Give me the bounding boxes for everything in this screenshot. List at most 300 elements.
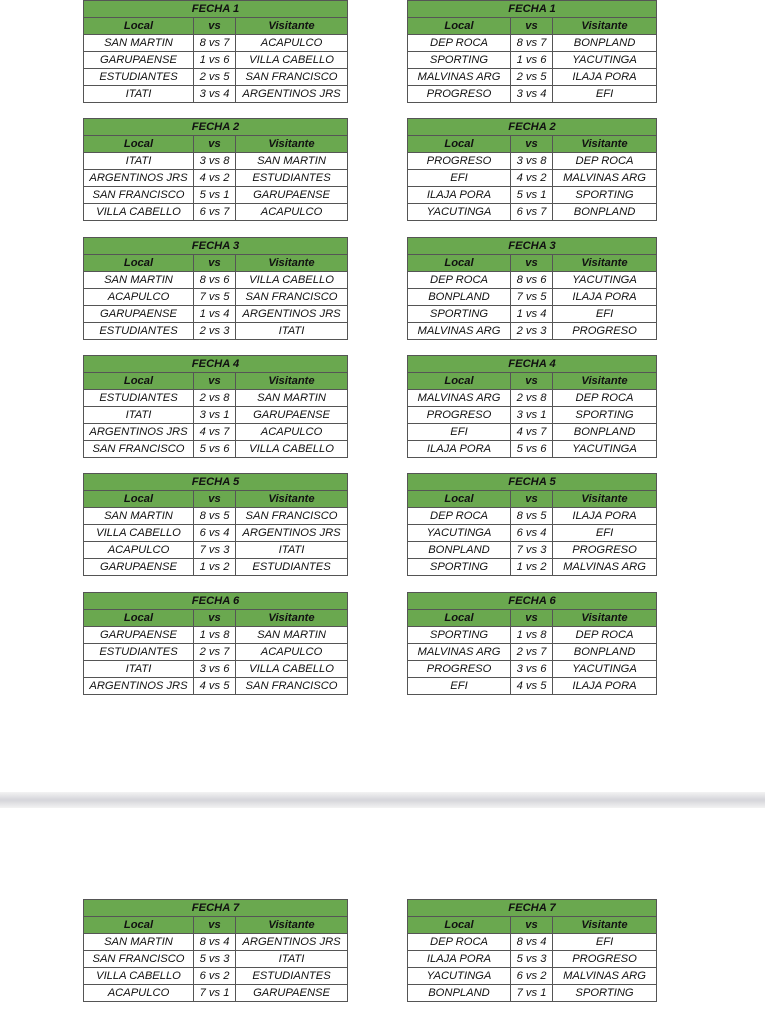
match-visitante: ILAJA PORA: [553, 508, 657, 525]
match-row: [84, 187, 348, 204]
match-row: [84, 985, 348, 1002]
match-row: [84, 525, 348, 542]
match-visitante: ACAPULCO: [236, 35, 348, 52]
match-row: [408, 508, 657, 525]
fixture-table: [83, 899, 348, 1002]
header-visitante: Visitante: [553, 136, 657, 153]
fixture-table: [83, 473, 348, 576]
match-local: ESTUDIANTES: [84, 390, 194, 407]
match-vs: 7 vs 5: [511, 289, 553, 306]
fixture-table: [407, 592, 657, 695]
match-vs: 2 vs 8: [511, 390, 553, 407]
fixture-title-row: [408, 1, 657, 18]
match-local: MALVINAS ARG: [408, 390, 511, 407]
match-visitante: ACAPULCO: [236, 424, 348, 441]
match-local: SPORTING: [408, 559, 511, 576]
match-row: [408, 153, 657, 170]
header-vs: vs: [194, 373, 236, 390]
match-visitante: ESTUDIANTES: [236, 170, 348, 187]
header-visitante: Visitante: [553, 373, 657, 390]
match-vs: 8 vs 7: [511, 35, 553, 52]
match-vs: 7 vs 3: [511, 542, 553, 559]
match-row: [84, 289, 348, 306]
match-local: SAN MARTIN: [84, 934, 194, 951]
match-vs: 3 vs 6: [511, 661, 553, 678]
match-local: ACAPULCO: [84, 985, 194, 1002]
header-visitante: Visitante: [236, 610, 348, 627]
match-row: [408, 170, 657, 187]
fixture-title: FECHA 1: [84, 1, 348, 18]
match-row: [84, 951, 348, 968]
match-row: [408, 678, 657, 695]
match-vs: 3 vs 4: [194, 86, 236, 103]
header-local: Local: [408, 491, 511, 508]
match-vs: 8 vs 5: [194, 508, 236, 525]
match-vs: 8 vs 5: [511, 508, 553, 525]
header-local: Local: [84, 255, 194, 272]
match-local: YACUTINGA: [408, 525, 511, 542]
match-local: EFI: [408, 678, 511, 695]
match-local: SAN MARTIN: [84, 35, 194, 52]
match-local: ACAPULCO: [84, 542, 194, 559]
page-separator: [0, 792, 765, 808]
match-row: [84, 323, 348, 340]
match-row: [84, 661, 348, 678]
header-vs: vs: [511, 491, 553, 508]
match-row: [408, 52, 657, 69]
match-row: [408, 542, 657, 559]
match-visitante: ARGENTINOS JRS: [236, 934, 348, 951]
match-visitante: BONPLAND: [553, 644, 657, 661]
match-local: MALVINAS ARG: [408, 69, 511, 86]
match-row: [408, 951, 657, 968]
match-visitante: ILAJA PORA: [553, 69, 657, 86]
fixture-header-row: [84, 917, 348, 934]
match-local: SAN FRANCISCO: [84, 187, 194, 204]
match-vs: 1 vs 4: [511, 306, 553, 323]
match-visitante: VILLA CABELLO: [236, 272, 348, 289]
header-visitante: Visitante: [236, 136, 348, 153]
header-visitante: Visitante: [553, 255, 657, 272]
match-vs: 2 vs 7: [194, 644, 236, 661]
match-visitante: ESTUDIANTES: [236, 968, 348, 985]
header-local: Local: [408, 18, 511, 35]
fixture-header-row: [84, 18, 348, 35]
match-visitante: YACUTINGA: [553, 441, 657, 458]
fixture-title-row: [408, 119, 657, 136]
match-local: DEP ROCA: [408, 35, 511, 52]
match-vs: 7 vs 5: [194, 289, 236, 306]
match-local: ESTUDIANTES: [84, 323, 194, 340]
match-local: SPORTING: [408, 306, 511, 323]
match-local: YACUTINGA: [408, 204, 511, 221]
match-visitante: ACAPULCO: [236, 644, 348, 661]
header-local: Local: [84, 491, 194, 508]
fixture-table: [83, 118, 348, 221]
header-visitante: Visitante: [236, 255, 348, 272]
match-row: [408, 272, 657, 289]
fixture-title-row: [408, 474, 657, 491]
header-vs: vs: [194, 18, 236, 35]
match-row: [408, 306, 657, 323]
fixture-title-row: [84, 238, 348, 255]
match-visitante: SPORTING: [553, 407, 657, 424]
match-visitante: DEP ROCA: [553, 627, 657, 644]
match-visitante: ITATI: [236, 951, 348, 968]
match-visitante: EFI: [553, 306, 657, 323]
fixture-header-row: [408, 610, 657, 627]
fixture-title: FECHA 6: [84, 593, 348, 610]
match-vs: 1 vs 6: [511, 52, 553, 69]
header-vs: vs: [511, 917, 553, 934]
match-visitante: MALVINAS ARG: [553, 559, 657, 576]
match-row: [84, 407, 348, 424]
header-visitante: Visitante: [236, 18, 348, 35]
match-vs: 2 vs 7: [511, 644, 553, 661]
match-row: [408, 35, 657, 52]
fixture-title-row: [84, 356, 348, 373]
match-local: GARUPAENSE: [84, 52, 194, 69]
fixture-header-row: [84, 136, 348, 153]
match-local: PROGRESO: [408, 153, 511, 170]
match-vs: 1 vs 2: [194, 559, 236, 576]
match-vs: 4 vs 2: [194, 170, 236, 187]
match-visitante: YACUTINGA: [553, 272, 657, 289]
match-row: [84, 542, 348, 559]
header-visitante: Visitante: [236, 373, 348, 390]
match-row: [84, 644, 348, 661]
fixture-title: FECHA 7: [408, 900, 657, 917]
match-local: EFI: [408, 424, 511, 441]
fixture-header-row: [408, 255, 657, 272]
match-local: MALVINAS ARG: [408, 323, 511, 340]
fixture-header-row: [84, 610, 348, 627]
match-vs: 4 vs 5: [511, 678, 553, 695]
match-row: [408, 525, 657, 542]
match-local: MALVINAS ARG: [408, 644, 511, 661]
fixture-title-row: [84, 593, 348, 610]
match-visitante: GARUPAENSE: [236, 407, 348, 424]
match-row: [408, 559, 657, 576]
match-visitante: BONPLAND: [553, 424, 657, 441]
header-local: Local: [84, 136, 194, 153]
match-vs: 6 vs 7: [511, 204, 553, 221]
header-vs: vs: [511, 18, 553, 35]
fixture-table: [407, 118, 657, 221]
match-visitante: PROGRESO: [553, 542, 657, 559]
header-visitante: Visitante: [553, 18, 657, 35]
fixture-header-row: [84, 491, 348, 508]
match-row: [84, 559, 348, 576]
match-vs: 6 vs 4: [511, 525, 553, 542]
match-vs: 3 vs 1: [511, 407, 553, 424]
fixture-title: FECHA 5: [408, 474, 657, 491]
fixture-header-row: [408, 373, 657, 390]
match-vs: 4 vs 5: [194, 678, 236, 695]
match-visitante: ILAJA PORA: [553, 678, 657, 695]
match-local: DEP ROCA: [408, 508, 511, 525]
match-visitante: ILAJA PORA: [553, 289, 657, 306]
match-row: [408, 661, 657, 678]
match-vs: 6 vs 4: [194, 525, 236, 542]
match-vs: 1 vs 8: [194, 627, 236, 644]
match-vs: 6 vs 2: [511, 968, 553, 985]
match-local: ARGENTINOS JRS: [84, 170, 194, 187]
match-visitante: SAN FRANCISCO: [236, 508, 348, 525]
fixture-header-row: [408, 18, 657, 35]
match-visitante: DEP ROCA: [553, 153, 657, 170]
header-local: Local: [84, 917, 194, 934]
fixture-header-row: [408, 917, 657, 934]
match-visitante: MALVINAS ARG: [553, 170, 657, 187]
match-vs: 2 vs 3: [194, 323, 236, 340]
match-vs: 1 vs 4: [194, 306, 236, 323]
fixture-title-row: [84, 900, 348, 917]
header-local: Local: [408, 373, 511, 390]
match-local: VILLA CABELLO: [84, 968, 194, 985]
match-local: SPORTING: [408, 52, 511, 69]
match-row: [408, 985, 657, 1002]
match-vs: 2 vs 8: [194, 390, 236, 407]
match-visitante: VILLA CABELLO: [236, 661, 348, 678]
fixture-header-row: [84, 255, 348, 272]
header-vs: vs: [194, 255, 236, 272]
match-local: PROGRESO: [408, 86, 511, 103]
fixture-table: [407, 899, 657, 1002]
match-visitante: ARGENTINOS JRS: [236, 306, 348, 323]
header-visitante: Visitante: [553, 491, 657, 508]
match-local: ILAJA PORA: [408, 951, 511, 968]
match-local: ITATI: [84, 407, 194, 424]
header-visitante: Visitante: [553, 917, 657, 934]
match-local: DEP ROCA: [408, 934, 511, 951]
match-visitante: SAN FRANCISCO: [236, 289, 348, 306]
match-vs: 4 vs 2: [511, 170, 553, 187]
match-local: PROGRESO: [408, 407, 511, 424]
match-visitante: ACAPULCO: [236, 204, 348, 221]
header-visitante: Visitante: [553, 610, 657, 627]
match-local: SAN FRANCISCO: [84, 441, 194, 458]
match-visitante: YACUTINGA: [553, 52, 657, 69]
fixture-title: FECHA 6: [408, 593, 657, 610]
match-visitante: ITATI: [236, 323, 348, 340]
match-row: [408, 323, 657, 340]
match-row: [408, 407, 657, 424]
match-vs: 5 vs 3: [194, 951, 236, 968]
header-visitante: Visitante: [236, 491, 348, 508]
fixture-title-row: [408, 900, 657, 917]
document-page-2: [0, 808, 765, 1024]
match-vs: 5 vs 6: [194, 441, 236, 458]
match-vs: 5 vs 1: [194, 187, 236, 204]
match-local: ITATI: [84, 86, 194, 103]
fixture-table: [83, 237, 348, 340]
fixture-header-row: [84, 373, 348, 390]
fixture-title: FECHA 5: [84, 474, 348, 491]
header-local: Local: [408, 136, 511, 153]
match-vs: 3 vs 4: [511, 86, 553, 103]
match-row: [84, 424, 348, 441]
match-vs: 8 vs 6: [194, 272, 236, 289]
match-row: [408, 69, 657, 86]
match-visitante: EFI: [553, 86, 657, 103]
header-local: Local: [84, 610, 194, 627]
match-local: DEP ROCA: [408, 272, 511, 289]
match-row: [408, 441, 657, 458]
fixture-title: FECHA 7: [84, 900, 348, 917]
match-visitante: BONPLAND: [553, 35, 657, 52]
fixture-title: FECHA 2: [408, 119, 657, 136]
match-local: BONPLAND: [408, 289, 511, 306]
match-vs: 3 vs 6: [194, 661, 236, 678]
match-row: [408, 204, 657, 221]
header-visitante: Visitante: [236, 917, 348, 934]
match-vs: 2 vs 5: [194, 69, 236, 86]
match-vs: 6 vs 7: [194, 204, 236, 221]
match-row: [84, 204, 348, 221]
fixture-title: FECHA 4: [84, 356, 348, 373]
match-visitante: SAN MARTIN: [236, 153, 348, 170]
match-vs: 5 vs 1: [511, 187, 553, 204]
match-vs: 8 vs 6: [511, 272, 553, 289]
match-row: [84, 934, 348, 951]
match-local: SPORTING: [408, 627, 511, 644]
match-vs: 8 vs 4: [511, 934, 553, 951]
match-local: GARUPAENSE: [84, 627, 194, 644]
header-local: Local: [408, 610, 511, 627]
match-vs: 1 vs 6: [194, 52, 236, 69]
match-vs: 8 vs 7: [194, 35, 236, 52]
fixture-table: [407, 0, 657, 103]
match-vs: 4 vs 7: [194, 424, 236, 441]
match-vs: 7 vs 1: [511, 985, 553, 1002]
match-visitante: YACUTINGA: [553, 661, 657, 678]
match-visitante: SAN FRANCISCO: [236, 69, 348, 86]
fixture-title-row: [408, 593, 657, 610]
match-vs: 7 vs 1: [194, 985, 236, 1002]
match-visitante: ARGENTINOS JRS: [236, 525, 348, 542]
header-vs: vs: [194, 136, 236, 153]
fixture-title-row: [84, 474, 348, 491]
match-row: [408, 289, 657, 306]
match-row: [84, 35, 348, 52]
match-local: YACUTINGA: [408, 968, 511, 985]
match-vs: 8 vs 4: [194, 934, 236, 951]
match-local: GARUPAENSE: [84, 306, 194, 323]
match-row: [408, 644, 657, 661]
match-row: [408, 934, 657, 951]
match-visitante: ARGENTINOS JRS: [236, 86, 348, 103]
match-row: [84, 272, 348, 289]
match-local: BONPLAND: [408, 985, 511, 1002]
match-local: ARGENTINOS JRS: [84, 678, 194, 695]
match-row: [84, 52, 348, 69]
header-vs: vs: [511, 136, 553, 153]
fixture-table: [83, 592, 348, 695]
match-vs: 3 vs 8: [194, 153, 236, 170]
fixture-table: [83, 0, 348, 103]
fixture-title-row: [84, 119, 348, 136]
match-row: [84, 306, 348, 323]
fixture-table: [407, 355, 657, 458]
fixture-table: [83, 355, 348, 458]
match-row: [84, 508, 348, 525]
match-visitante: SPORTING: [553, 985, 657, 1002]
header-local: Local: [408, 917, 511, 934]
match-local: SAN MARTIN: [84, 508, 194, 525]
fixture-title-row: [408, 356, 657, 373]
match-visitante: VILLA CABELLO: [236, 441, 348, 458]
match-visitante: BONPLAND: [553, 204, 657, 221]
match-row: [84, 390, 348, 407]
header-vs: vs: [511, 610, 553, 627]
header-local: Local: [84, 373, 194, 390]
match-visitante: DEP ROCA: [553, 390, 657, 407]
fixture-header-row: [408, 136, 657, 153]
match-row: [84, 86, 348, 103]
header-vs: vs: [511, 373, 553, 390]
match-local: ARGENTINOS JRS: [84, 424, 194, 441]
match-local: ILAJA PORA: [408, 187, 511, 204]
match-visitante: EFI: [553, 525, 657, 542]
match-visitante: MALVINAS ARG: [553, 968, 657, 985]
match-visitante: ESTUDIANTES: [236, 559, 348, 576]
match-visitante: GARUPAENSE: [236, 985, 348, 1002]
match-visitante: ITATI: [236, 542, 348, 559]
match-visitante: SAN FRANCISCO: [236, 678, 348, 695]
match-row: [408, 627, 657, 644]
match-vs: 1 vs 2: [511, 559, 553, 576]
match-vs: 5 vs 3: [511, 951, 553, 968]
match-local: ESTUDIANTES: [84, 644, 194, 661]
match-row: [408, 424, 657, 441]
match-row: [84, 153, 348, 170]
match-vs: 3 vs 1: [194, 407, 236, 424]
match-vs: 4 vs 7: [511, 424, 553, 441]
match-vs: 5 vs 6: [511, 441, 553, 458]
header-vs: vs: [194, 917, 236, 934]
match-vs: 6 vs 2: [194, 968, 236, 985]
match-local: ESTUDIANTES: [84, 69, 194, 86]
match-visitante: EFI: [553, 934, 657, 951]
match-row: [84, 441, 348, 458]
match-local: ITATI: [84, 661, 194, 678]
fixture-title: FECHA 1: [408, 1, 657, 18]
match-row: [84, 170, 348, 187]
header-vs: vs: [194, 491, 236, 508]
match-local: VILLA CABELLO: [84, 204, 194, 221]
match-local: BONPLAND: [408, 542, 511, 559]
fixture-title-row: [408, 238, 657, 255]
fixture-header-row: [408, 491, 657, 508]
match-row: [84, 69, 348, 86]
match-visitante: VILLA CABELLO: [236, 52, 348, 69]
match-row: [408, 968, 657, 985]
match-row: [408, 390, 657, 407]
match-visitante: PROGRESO: [553, 323, 657, 340]
match-vs: 3 vs 8: [511, 153, 553, 170]
match-local: ITATI: [84, 153, 194, 170]
match-local: EFI: [408, 170, 511, 187]
match-vs: 1 vs 8: [511, 627, 553, 644]
fixture-title: FECHA 3: [84, 238, 348, 255]
match-vs: 2 vs 3: [511, 323, 553, 340]
match-visitante: GARUPAENSE: [236, 187, 348, 204]
match-visitante: SAN MARTIN: [236, 627, 348, 644]
match-visitante: SPORTING: [553, 187, 657, 204]
match-local: SAN MARTIN: [84, 272, 194, 289]
header-local: Local: [408, 255, 511, 272]
